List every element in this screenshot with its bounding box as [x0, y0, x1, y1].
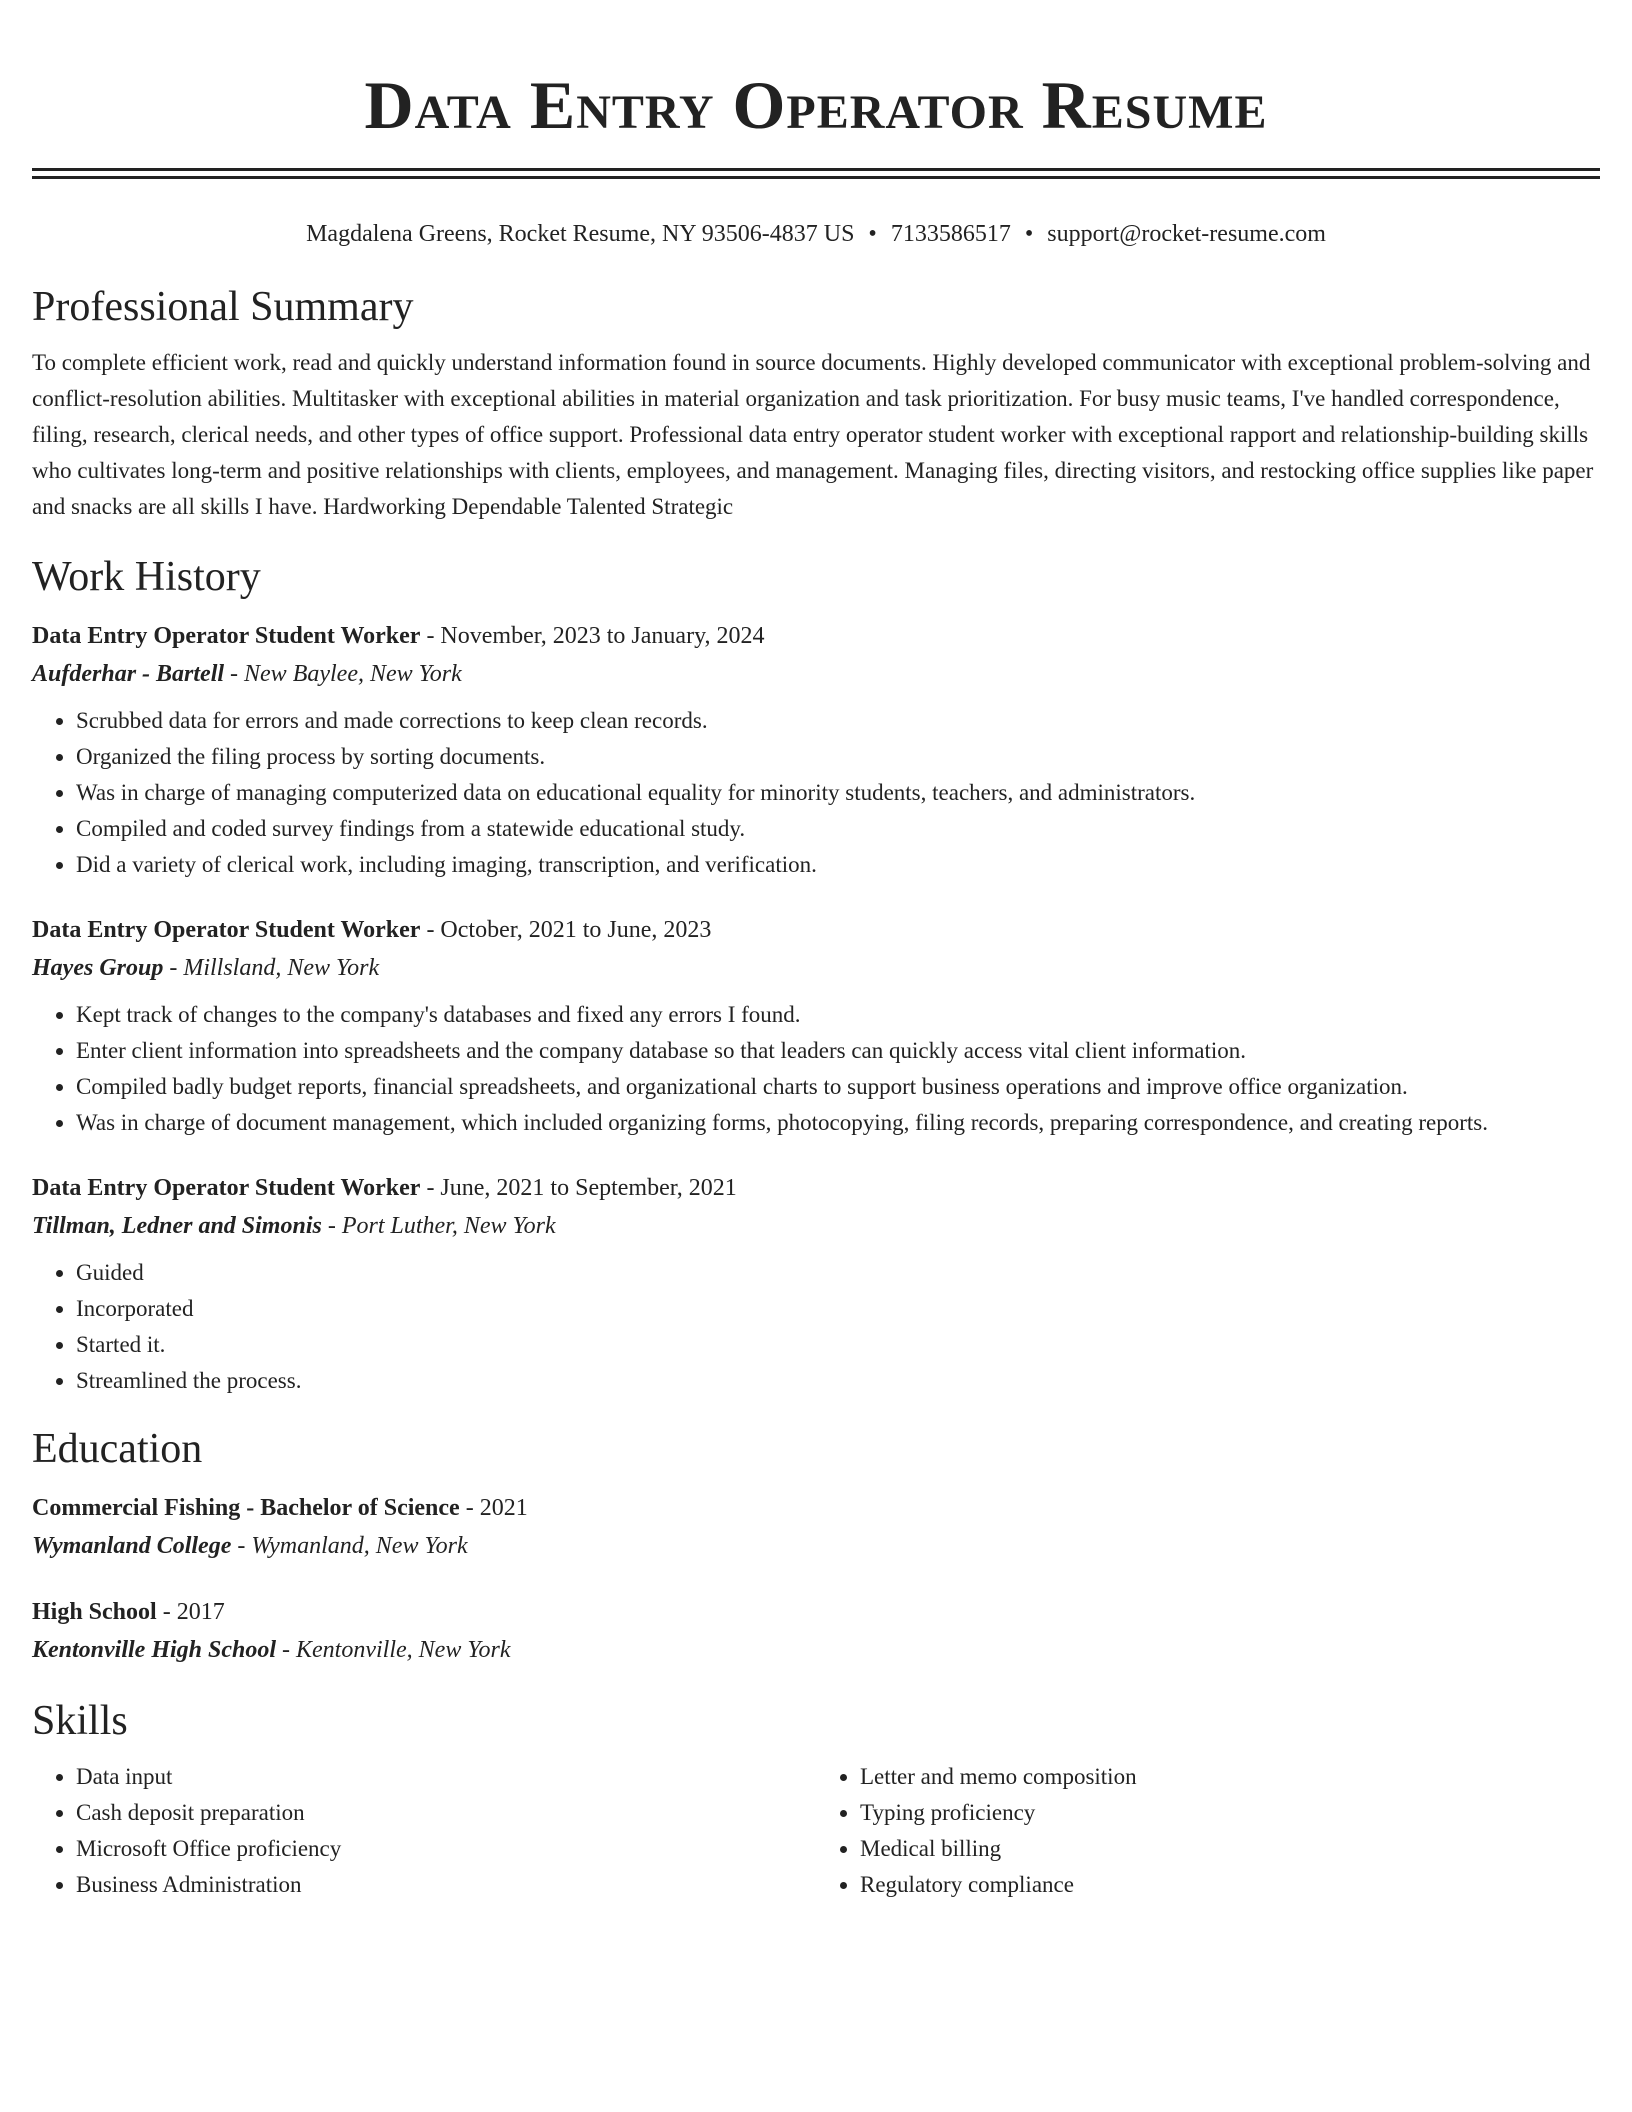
job-location: - Millsland, New York — [163, 955, 380, 981]
job-header — [32, 911, 1600, 949]
job-title: Data Entry Operator Student Worker — [32, 917, 421, 943]
job-employer — [32, 949, 1600, 987]
skill-item: • Cash deposit preparation — [76, 1795, 816, 1831]
skill-item: • Regulatory compliance — [860, 1867, 1600, 1903]
education-header — [32, 1593, 1600, 1631]
education-section — [32, 1423, 1600, 1669]
job-bullet: • Did a variety of clerical work, including imaging, transcription, and verification. — [76, 847, 1600, 883]
skill-item: • Data input — [76, 1759, 816, 1795]
job-bullet: • Compiled badly budget reports, financial spreadsheets, and organizational charts to support business operations and improve office organization. — [76, 1069, 1600, 1105]
contact-phone: 7133586517 — [890, 221, 1011, 247]
contact-address: Magdalena Greens, Rocket Resume, NY 93506-4837 US — [306, 221, 855, 247]
education-entry — [32, 1593, 1600, 1669]
job-dates: - November, 2023 to January, 2024 — [420, 623, 765, 649]
skill-item: • Medical billing — [860, 1831, 1600, 1867]
job-bullet: • Was in charge of managing computerized data on educational equality for minority students, teachers, and administrators. — [76, 775, 1600, 811]
education-year: - 2021 — [459, 1495, 528, 1521]
job-location: - New Baylee, New York — [224, 661, 462, 687]
job-bullets — [32, 703, 1600, 883]
job-bullets — [32, 1255, 1600, 1399]
job-bullet: • Scrubbed data for errors and made corrections to keep clean records. — [76, 703, 1600, 739]
job-entry — [32, 1169, 1600, 1399]
title-double-rule — [32, 168, 1600, 179]
skills-list-right — [816, 1759, 1600, 1903]
job-bullet: • Started it. — [76, 1327, 1600, 1363]
resume-page — [32, 0, 1600, 1903]
job-dates: - June, 2021 to September, 2021 — [420, 1175, 737, 1201]
skills-columns — [32, 1759, 1600, 1903]
contact-separator: • — [868, 221, 877, 247]
skills-list-left — [32, 1759, 816, 1903]
education-degree: High School — [32, 1599, 157, 1625]
job-employer — [32, 1207, 1600, 1245]
education-school-line — [32, 1631, 1600, 1669]
skill-item: • Typing proficiency — [860, 1795, 1600, 1831]
job-dates: - October, 2021 to June, 2023 — [420, 917, 712, 943]
resume-title: Data Entry Operator Resume — [364, 67, 1268, 143]
education-location: - Kentonville, New York — [276, 1637, 511, 1663]
job-header — [32, 1169, 1600, 1207]
contact-line — [32, 219, 1600, 249]
education-year: - 2017 — [156, 1599, 225, 1625]
work-history-heading: Work History — [32, 554, 261, 600]
skill-item: • Business Administration — [76, 1867, 816, 1903]
job-bullet: • Enter client information into spreadsheets and the company database so that leaders can quickly access vital client information. — [76, 1033, 1600, 1069]
job-employer — [32, 655, 1600, 693]
education-school-line — [32, 1527, 1600, 1565]
job-entry — [32, 911, 1600, 1141]
job-location: - Port Luther, New York — [321, 1213, 556, 1239]
job-company: Tillman, Ledner and Simonis — [32, 1213, 322, 1239]
skills-heading: Skills — [32, 1698, 128, 1744]
job-bullet: • Kept track of changes to the company's databases and fixed any errors I found. — [76, 997, 1600, 1033]
summary-text: To complete efficient work, read and quickly understand information found in source documents. Highly developed communicator with exceptional problem-solving and conflict-resolution abilities. Multitasker with exceptional abilities in material organization and task prioritization. For busy music teams, I've handled correspondence, filing, research, clerical needs, and other types of office support. Professional data entry operator student worker with exceptional rapport and relationship-building skills who cultivates long-term and positive relationships with clients, employees, and management. Managing files, directing visitors, and restocking office supplies like paper and snacks are all skills I have. Hardworking Dependable Talented Strategic — [32, 350, 1594, 519]
education-header — [32, 1489, 1600, 1527]
job-title: Data Entry Operator Student Worker — [32, 1175, 421, 1201]
summary-heading: Professional Summary — [32, 284, 414, 330]
contact-email: support@rocket-resume.com — [1047, 221, 1326, 247]
education-location: - Wymanland, New York — [231, 1533, 468, 1559]
job-title: Data Entry Operator Student Worker — [32, 623, 421, 649]
skills-section — [32, 1695, 1600, 1903]
contact-separator: • — [1024, 221, 1034, 247]
summary-section — [32, 281, 1600, 525]
job-bullet: • Was in charge of document management, which included organizing forms, photocopying, filing records, preparing correspondence, and creating reports. — [76, 1105, 1600, 1141]
work-history-section — [32, 551, 1600, 1399]
education-entry — [32, 1489, 1600, 1565]
education-school: Wymanland College — [32, 1533, 232, 1559]
job-header — [32, 617, 1600, 655]
skill-item: • Microsoft Office proficiency — [76, 1831, 816, 1867]
job-company: Hayes Group — [32, 955, 164, 981]
education-school: Kentonville High School — [32, 1637, 277, 1663]
job-bullets — [32, 997, 1600, 1141]
education-degree: Commercial Fishing - Bachelor of Science — [32, 1495, 460, 1521]
job-entry — [32, 617, 1600, 883]
job-bullet: • Streamlined the process. — [76, 1363, 1600, 1399]
job-bullet: • Guided — [76, 1255, 1600, 1291]
skill-item: • Letter and memo composition — [860, 1759, 1600, 1795]
job-bullet: • Incorporated — [76, 1291, 1600, 1327]
job-bullet: • Compiled and coded survey findings from a statewide educational study. — [76, 811, 1600, 847]
job-company: Aufderhar - Bartell — [32, 661, 225, 687]
education-heading: Education — [32, 1426, 203, 1472]
job-bullet: • Organized the filing process by sorting documents. — [76, 739, 1600, 775]
